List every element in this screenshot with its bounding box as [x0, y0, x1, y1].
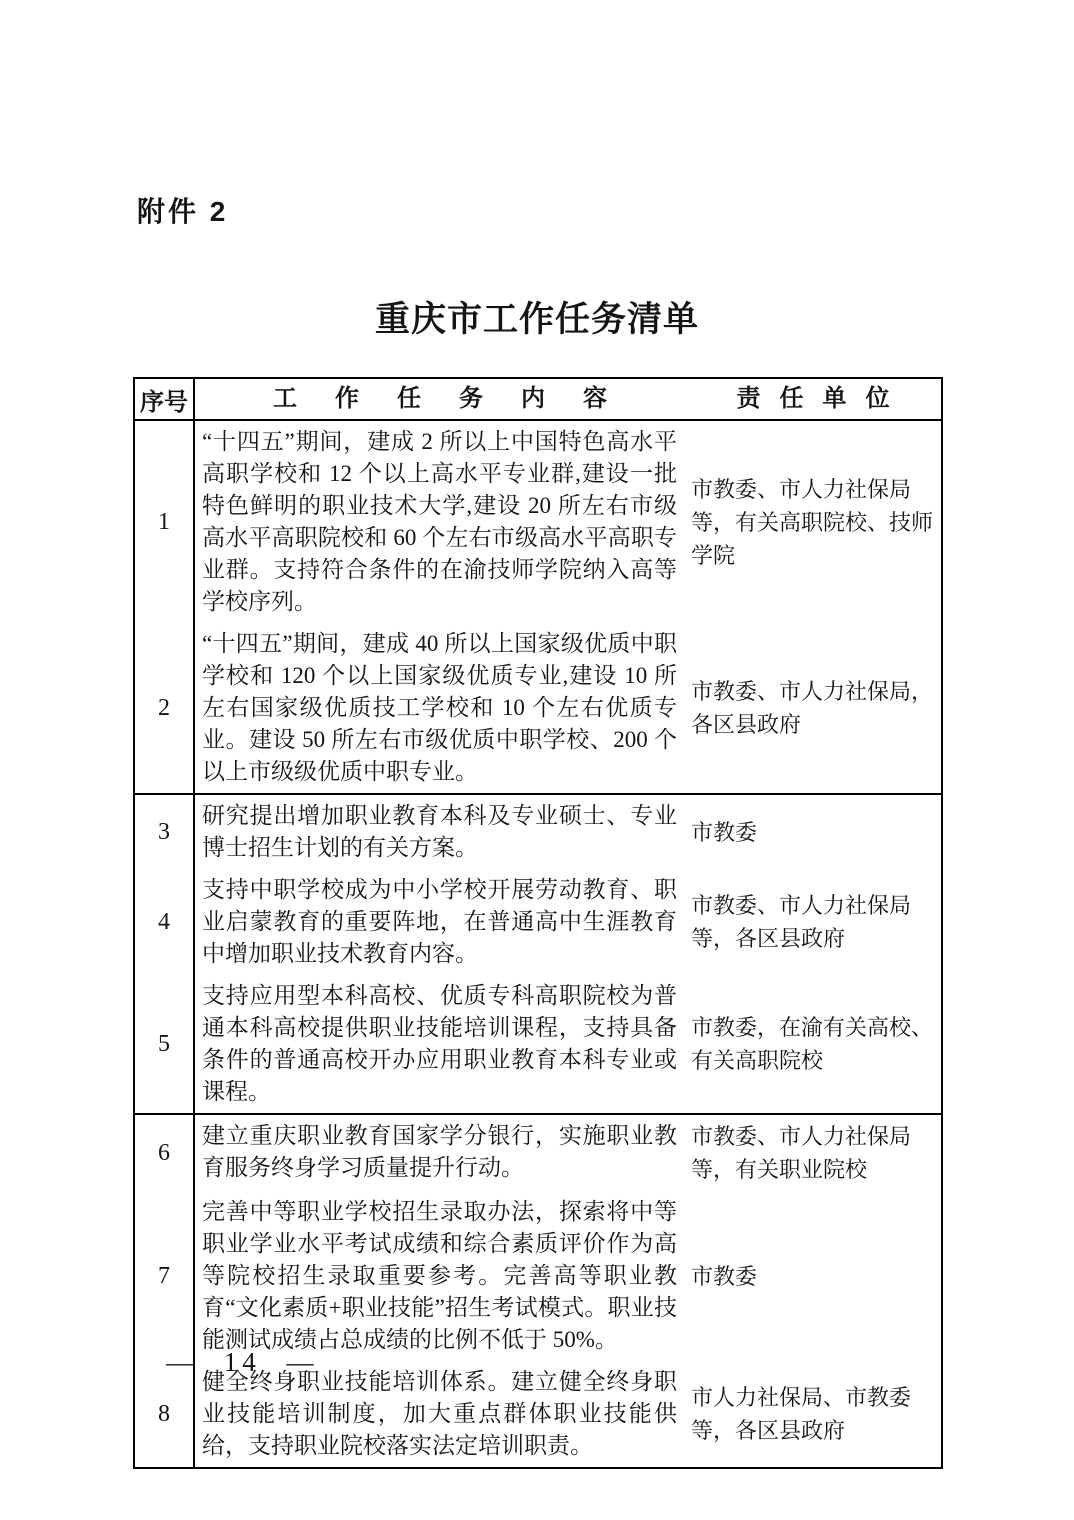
row-unit-cell: [685, 1191, 941, 1361]
row-serial: 1: [135, 421, 195, 623]
row-task: 建立重庆职业教育国家学分银行，实施职业教育服务终身学习质量提升行动。: [202, 1123, 677, 1180]
table-row: [135, 1115, 941, 1191]
row-serial: 8: [135, 1361, 195, 1467]
table-row: [135, 623, 941, 795]
row-unit-cell: [685, 975, 941, 1113]
page-number: — 14 —: [166, 1347, 319, 1377]
row-task: “十四五”期间，建成 2 所以上中国特色高水平高职学校和 12 个以上高水平专业群,建设一批特色鲜明的职业技术大学,建设 20 所左右市级高水平高职院校和 60 个左右市级高水平高职专业群。支持符合条件的在渝技师学院纳入高等学校序列。: [202, 429, 678, 614]
row-unit: 市人力社保局、市教委等，各区县政府: [691, 1385, 912, 1443]
header-serial-cell: [135, 379, 195, 419]
row-unit: 市教委、市人力社保局等，有关高职院校、技师学院: [691, 476, 934, 568]
header-unit-cell: [685, 379, 941, 419]
row-unit-cell: [685, 623, 941, 793]
row-serial: 4: [135, 869, 195, 975]
table-row: [135, 869, 941, 975]
row-unit-cell: [685, 421, 941, 623]
row-serial: 6: [135, 1115, 195, 1191]
row-unit: 市教委、市人力社保局等，有关职业院校: [691, 1124, 912, 1182]
header-serial-label: 序号: [140, 389, 188, 416]
row-unit: 市教委、市人力社保局，各区县政府: [691, 679, 934, 737]
header-task-label: 工作任务内容: [273, 386, 645, 412]
row-task: 支持中职学校成为中小学校开展劳动教育、职业启蒙教育的重要阵地，在普通高中生涯教育中增加职业技术教育内容。: [202, 877, 677, 966]
header-task-cell: [195, 379, 685, 419]
task-table: [133, 377, 943, 1469]
row-task: 健全终身职业技能培训体系。建立健全终身职业技能培训制度，加大重点群体职业技能供给，支持职业院校落实法定培训职责。: [202, 1369, 677, 1458]
row-task: 完善中等职业学校招生录取办法，探索将中等职业学业水平考试成绩和综合素质评价作为高等院校招生录取重要参考。完善高等职业教育“文化素质+职业技能”招生考试模式。职业技能测试成绩占总成绩的比例不低于 50%。: [202, 1199, 677, 1352]
row-unit-cell: [685, 1361, 941, 1467]
row-serial: 7: [135, 1191, 195, 1361]
row-unit: 市教委，在渝有关高校、有关高职院校: [691, 1015, 934, 1073]
row-unit: 市教委: [691, 1263, 758, 1289]
table-header-row: [135, 379, 941, 421]
row-unit-cell: [685, 795, 941, 869]
row-task: 研究提出增加职业教育本科及专业硕士、专业博士招生计划的有关方案。: [202, 803, 677, 860]
attachment-label: 附件 2: [137, 196, 229, 227]
table-row: [135, 975, 941, 1115]
row-unit: 市教委、市人力社保局等，各区县政府: [691, 893, 912, 951]
page-title: 重庆市工作任务清单: [374, 300, 699, 339]
row-serial: 5: [135, 975, 195, 1113]
row-serial: 2: [135, 623, 195, 793]
table-row: [135, 421, 941, 623]
row-unit-cell: [685, 869, 941, 975]
row-unit-cell: [685, 1115, 941, 1191]
row-task: “十四五”期间，建成 40 所以上国家级优质中职学校和 120 个以上国家级优质专业,建设 10 所左右国家级优质技工学校和 10 个左右优质专业。建设 50 所左右市级优质中职学校、200 个以上市级级优质中职专业。: [202, 631, 678, 784]
row-unit: 市教委: [691, 819, 758, 845]
row-serial: 3: [135, 795, 195, 869]
header-unit-label: 责任单位: [736, 385, 909, 412]
row-task: 支持应用型本科高校、优质专科高职院校为普通本科高校提供职业技能培训课程，支持具备条件的普通高校开办应用职业教育本科专业或课程。: [202, 983, 677, 1104]
table-row: [135, 795, 941, 869]
table-row: [135, 1191, 941, 1361]
